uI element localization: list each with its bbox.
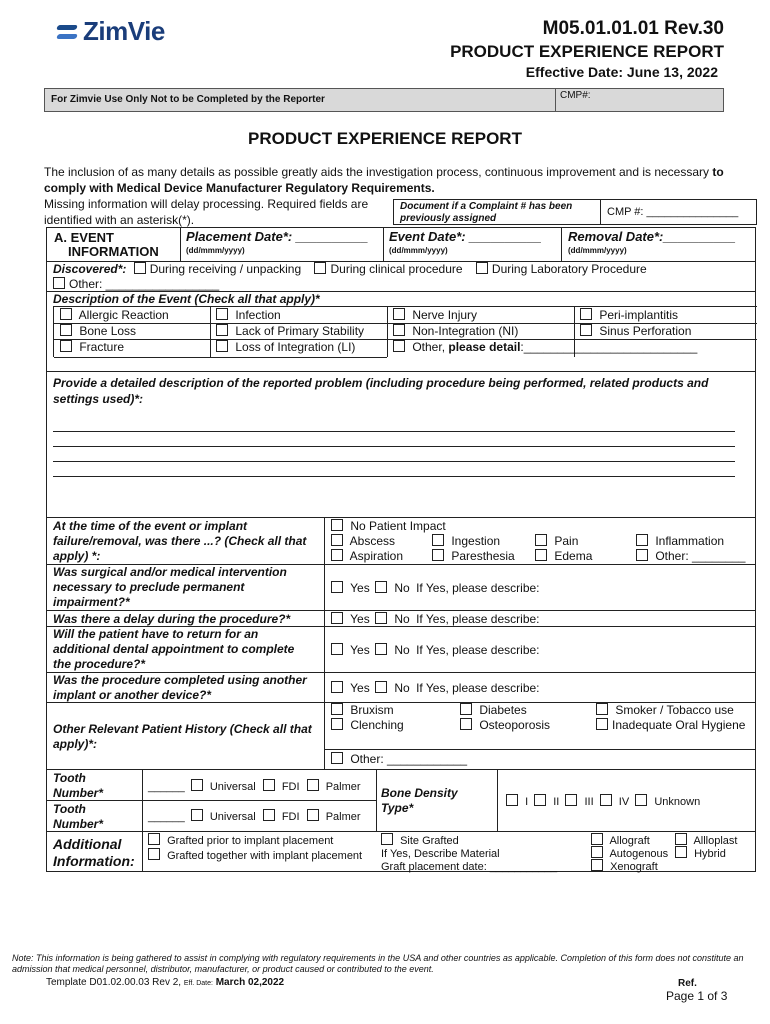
bone-density-label: Bone Density Type* [381, 786, 458, 815]
checkbox-non-integration[interactable] [393, 324, 405, 336]
checkbox-delay-yes[interactable] [331, 612, 343, 624]
opt-alloplast: Allloplast [693, 835, 738, 847]
opt-nerve-injury: Nerve Injury [412, 308, 478, 322]
checkbox-clenching[interactable] [331, 718, 343, 730]
opt-autogenous: Autogenous [609, 848, 669, 860]
internal-use-note: For Zimvie Use Only Not to be Completed by the Reporter [51, 94, 325, 105]
checkbox-site-grafted[interactable] [381, 833, 393, 845]
describe-material: If Yes, Describe Material [381, 848, 500, 860]
intro-bold: to comply with Medical Device Manufacturer Regulatory Requirements. [44, 165, 724, 195]
checkbox-alloplast[interactable] [675, 833, 687, 845]
section-a-title [46, 227, 181, 261]
checkbox-device-yes[interactable] [331, 681, 343, 693]
yes-label: Yes [350, 612, 370, 626]
bone-i: I [525, 796, 529, 808]
impact-column-divider [324, 517, 325, 770]
page-title: PRODUCT EXPERIENCE REPORT [248, 129, 522, 148]
document-id: M05.01.01.01 Rev.30 [542, 18, 724, 39]
description-col-2 [216, 307, 364, 355]
describe-label: If Yes, please describe: [416, 612, 540, 626]
checkbox-edema[interactable] [535, 549, 547, 561]
question-another-device: Was the procedure completed using another implant or another device?* [53, 673, 307, 702]
removal-date-field[interactable] [561, 227, 756, 261]
placement-date-format: (dd/mmm/yyyy) [186, 246, 245, 255]
impact-options [331, 519, 751, 564]
describe-label: If Yes, please describe: [416, 681, 540, 695]
opt-paresthesia: Paresthesia [451, 549, 515, 563]
section-a-title-1: A. EVENT [54, 230, 114, 245]
checkbox-ingestion[interactable] [432, 534, 444, 546]
eff-date-label: Eff. Date: [183, 980, 213, 987]
opt-infection: Infection [235, 308, 281, 322]
opt-clenching: Clenching [350, 718, 404, 732]
impact-label: At the time of the event or implant failure/removal, was there ...? (Check all that apply) *: [53, 519, 307, 563]
checkbox-oral-hygiene[interactable] [596, 718, 608, 730]
opt-other-bold: please detail [448, 340, 521, 354]
opt-other: Other, [412, 340, 449, 354]
checkbox-intervention-yes[interactable] [331, 581, 343, 593]
tooth-number-label-2: Tooth Number* [53, 802, 104, 831]
discovered-receiving: During receiving / unpacking [149, 262, 302, 276]
additional-graft-timing [148, 833, 366, 863]
checkbox-device-no[interactable] [375, 681, 387, 693]
description-col-1 [60, 307, 169, 355]
checkbox-bruxism[interactable] [331, 703, 343, 715]
graft-placement-date[interactable]: Graft placement date: ___________ [381, 861, 558, 873]
checkbox-tooth2-fdi[interactable] [263, 809, 275, 821]
opt-bruxism: Bruxism [350, 703, 394, 717]
footer-ref: Ref. [678, 978, 697, 989]
event-date-format: (dd/mmm/yyyy) [389, 246, 448, 255]
zimvie-logo [55, 16, 165, 47]
opt-osteoporosis: Osteoporosis [479, 718, 551, 732]
checkbox-receiving[interactable] [134, 262, 146, 274]
opt-allograft: Allograft [609, 835, 650, 847]
discovered-other: Other: _________________ [69, 277, 220, 291]
question-return: Will the patient have to return for an additional dental appointment to complete the procedure?* [53, 627, 295, 671]
footer-template [46, 977, 284, 988]
opt-primary-stability: Lack of Primary Stability [235, 324, 365, 338]
opt-abscess: Abscess [349, 534, 396, 548]
opt-pain: Pain [554, 534, 579, 548]
checkbox-fracture[interactable] [60, 340, 72, 352]
tooth-number-label-1: Tooth Number* [53, 771, 104, 800]
checkbox-infection[interactable] [216, 308, 228, 320]
checkbox-return-no[interactable] [375, 643, 387, 655]
opt-peri-implantitis: Peri-implantitis [599, 308, 679, 322]
intro-part-1: The inclusion of as many details as possible greatly aids the investigation process, continuous improvement and is necessary [44, 165, 713, 179]
template-id: Template D01.02.00.03 Rev 2, [46, 977, 182, 988]
opt-smoker: Smoker / Tobacco use [615, 703, 734, 717]
history-col-1 [331, 703, 404, 733]
checkbox-allergic[interactable] [60, 308, 72, 320]
additional-site [381, 833, 557, 874]
tooth-number-row-2 [148, 809, 361, 823]
detailed-lines[interactable] [53, 431, 735, 477]
footer-note: Note: This information is being gathered to assist in complying with regulatory requirements in the USA and other countries as applicable. Completion of this form does not constitute an admission that medical personnel, distributor, manufacturer, or product caused or contributed to the event. [12, 953, 744, 974]
zimvie-logo-icon [55, 21, 79, 43]
tooth-palmer: Palmer [325, 811, 361, 823]
checkbox-bone-unknown[interactable] [635, 794, 647, 806]
checkbox-abscess[interactable] [331, 534, 343, 546]
discovered-clinical: During clinical procedure [330, 262, 463, 276]
opt-grafted-together: Grafted together with implant placement [167, 850, 363, 862]
description-label: Description of the Event (Check all that apply)* [53, 292, 320, 306]
checkbox-allograft[interactable] [591, 833, 603, 845]
opt-edema: Edema [554, 549, 593, 563]
event-date-label: Event Date*: __________ [389, 229, 542, 244]
opt-loss-integration: Loss of Integration (LI) [235, 340, 356, 354]
bone-density-options [506, 794, 700, 808]
brand-name: ZimVie [83, 16, 165, 46]
checkbox-bone-ii[interactable] [534, 794, 546, 806]
yesno-return [331, 643, 540, 657]
checkbox-tooth2-universal[interactable] [191, 809, 203, 821]
question-delay: Was there a delay during the procedure?* [53, 612, 291, 626]
intro-part-2: Missing information will delay processing. Required fields are identified with an asterisk(*). [44, 197, 369, 227]
opt-oral-hygiene: Inadequate Oral Hygiene [612, 718, 746, 732]
checkbox-pain[interactable] [535, 534, 547, 546]
placement-date-field[interactable] [180, 227, 384, 261]
internal-use-bar [44, 88, 724, 112]
tooth-blank[interactable]: ______ [148, 781, 185, 793]
checkbox-primary-stability[interactable] [216, 324, 228, 336]
checkbox-tooth1-universal[interactable] [191, 779, 203, 791]
opt-diabetes: Diabetes [479, 703, 527, 717]
checkbox-intervention-no[interactable] [375, 581, 387, 593]
complaint-box [393, 199, 757, 225]
checkbox-description-other[interactable] [393, 340, 405, 352]
checkbox-grafted-together[interactable] [148, 848, 160, 860]
complaint-cmp-field[interactable]: CMP #: _______________ [600, 200, 762, 224]
effective-date: Effective Date: June 13, 2022 [525, 64, 718, 80]
checkbox-delay-no[interactable] [375, 612, 387, 624]
describe-label: If Yes, please describe: [416, 581, 540, 595]
yes-label: Yes [350, 643, 370, 657]
opt-site-grafted: Site Grafted [400, 835, 459, 847]
checkbox-bone-iii[interactable] [565, 794, 577, 806]
checkbox-aspiration[interactable] [331, 549, 343, 561]
checkbox-no-impact[interactable] [331, 519, 343, 531]
section-a-header [46, 227, 756, 262]
tooth-universal: Universal [209, 811, 256, 823]
bone-ii: II [553, 796, 560, 808]
opt-sinus-perforation: Sinus Perforation [599, 324, 692, 338]
checkbox-nerve-injury[interactable] [393, 308, 405, 320]
discovered-other-row [53, 277, 219, 291]
opt-bone-loss: Bone Loss [79, 324, 137, 338]
opt-fracture: Fracture [79, 340, 125, 354]
checkbox-paresthesia[interactable] [432, 549, 444, 561]
history-label: Other Relevant Patient History (Check all that apply)*: [53, 722, 312, 751]
opt-no-impact: No Patient Impact [350, 519, 446, 533]
placement-date-label: Placement Date*: __________ [186, 229, 369, 244]
complaint-label: Document if a Complaint # has been previously assigned [400, 201, 573, 224]
history-other: Other: ____________ [350, 752, 468, 766]
event-date-field[interactable] [383, 227, 562, 261]
page-number: Page 1 of 3 [666, 989, 728, 1003]
opt-non-integration: Non-Integration (NI) [412, 324, 519, 338]
yesno-intervention [331, 581, 540, 595]
no-label: No [394, 581, 410, 595]
opt-ingestion: Ingestion [451, 534, 501, 548]
checkbox-inflammation[interactable] [636, 534, 648, 546]
yesno-delay [331, 612, 540, 626]
detailed-label: Provide a detailed description of the reported problem (including procedure being performed, related products and settings used)*: [53, 376, 709, 406]
checkbox-impact-other[interactable] [636, 549, 648, 561]
removal-date-format: (dd/mmm/yyyy) [568, 246, 627, 255]
checkbox-clinical[interactable] [314, 262, 326, 274]
opt-allergic: Allergic Reaction [78, 308, 169, 322]
checkbox-bone-i[interactable] [506, 794, 518, 806]
tooth-blank[interactable]: ______ [148, 811, 185, 823]
header-report-title: PRODUCT EXPERIENCE REPORT [450, 42, 724, 61]
checkbox-grafted-prior[interactable] [148, 833, 160, 845]
impact-divider [46, 517, 756, 518]
checkbox-sinus-perforation[interactable] [580, 324, 592, 336]
yesno-another-device [331, 681, 540, 695]
opt-impact-other: Other: ________ [655, 549, 746, 563]
discovered-row [53, 262, 647, 276]
opt-grafted-prior: Grafted prior to implant placement [167, 835, 334, 847]
opt-xenograft: Xenograft [610, 861, 658, 873]
opt-other-tail: :__________________________ [520, 340, 698, 354]
checkbox-history-other[interactable] [331, 752, 343, 764]
checkbox-diabetes[interactable] [460, 703, 472, 715]
checkbox-smoker[interactable] [596, 703, 608, 715]
checkbox-return-yes[interactable] [331, 643, 343, 655]
checkbox-discovered-other[interactable] [53, 277, 65, 289]
description-col-4 [580, 307, 691, 339]
checkbox-osteoporosis[interactable] [460, 718, 472, 730]
tooth-number-row-1 [148, 779, 361, 793]
additional-info-label: Additional Information: [53, 836, 135, 869]
opt-inflammation: Inflammation [655, 534, 725, 548]
checkbox-tooth2-palmer[interactable] [307, 809, 319, 821]
checkbox-bone-iv[interactable] [600, 794, 612, 806]
discovered-label: Discovered*: [53, 262, 127, 276]
discovered-laboratory: During Laboratory Procedure [491, 262, 647, 276]
no-label: No [394, 612, 410, 626]
checkbox-hybrid[interactable] [675, 846, 687, 858]
tooth-fdi: FDI [281, 781, 300, 793]
additional-graft-types [591, 833, 751, 874]
internal-cmp-field[interactable]: CMP#: [555, 89, 591, 111]
tooth-palmer: Palmer [325, 781, 361, 793]
checkbox-autogenous[interactable] [591, 846, 603, 858]
eff-date: March 02,2022 [215, 977, 285, 988]
checkbox-bone-loss[interactable] [60, 324, 72, 336]
checkbox-laboratory[interactable] [476, 262, 488, 274]
history-col-2 [460, 703, 550, 733]
checkbox-peri-implantitis[interactable] [580, 308, 592, 320]
removal-date-label: Removal Date*:__________ [568, 229, 736, 244]
checkbox-tooth1-palmer[interactable] [307, 779, 319, 791]
checkbox-tooth1-fdi[interactable] [263, 779, 275, 791]
no-label: No [394, 643, 410, 657]
opt-aspiration: Aspiration [349, 549, 404, 563]
bone-iii: III [584, 796, 594, 808]
section-a-title-2: INFORMATION [68, 244, 159, 259]
history-col-3 [596, 703, 754, 733]
bone-iv: IV [618, 796, 630, 808]
tooth-universal: Universal [209, 781, 256, 793]
history-other-row [331, 752, 467, 766]
detailed-divider [46, 371, 756, 372]
tooth-fdi: FDI [281, 811, 300, 823]
yes-label: Yes [350, 681, 370, 695]
no-label: No [394, 681, 410, 695]
describe-label: If Yes, please describe: [416, 643, 540, 657]
yes-label: Yes [350, 581, 370, 595]
question-intervention: Was surgical and/or medical intervention necessary to preclude permanent impairment?* [53, 565, 287, 609]
bone-unknown: Unknown [654, 796, 701, 808]
checkbox-loss-integration[interactable] [216, 340, 228, 352]
opt-hybrid: Hybrid [694, 848, 726, 860]
